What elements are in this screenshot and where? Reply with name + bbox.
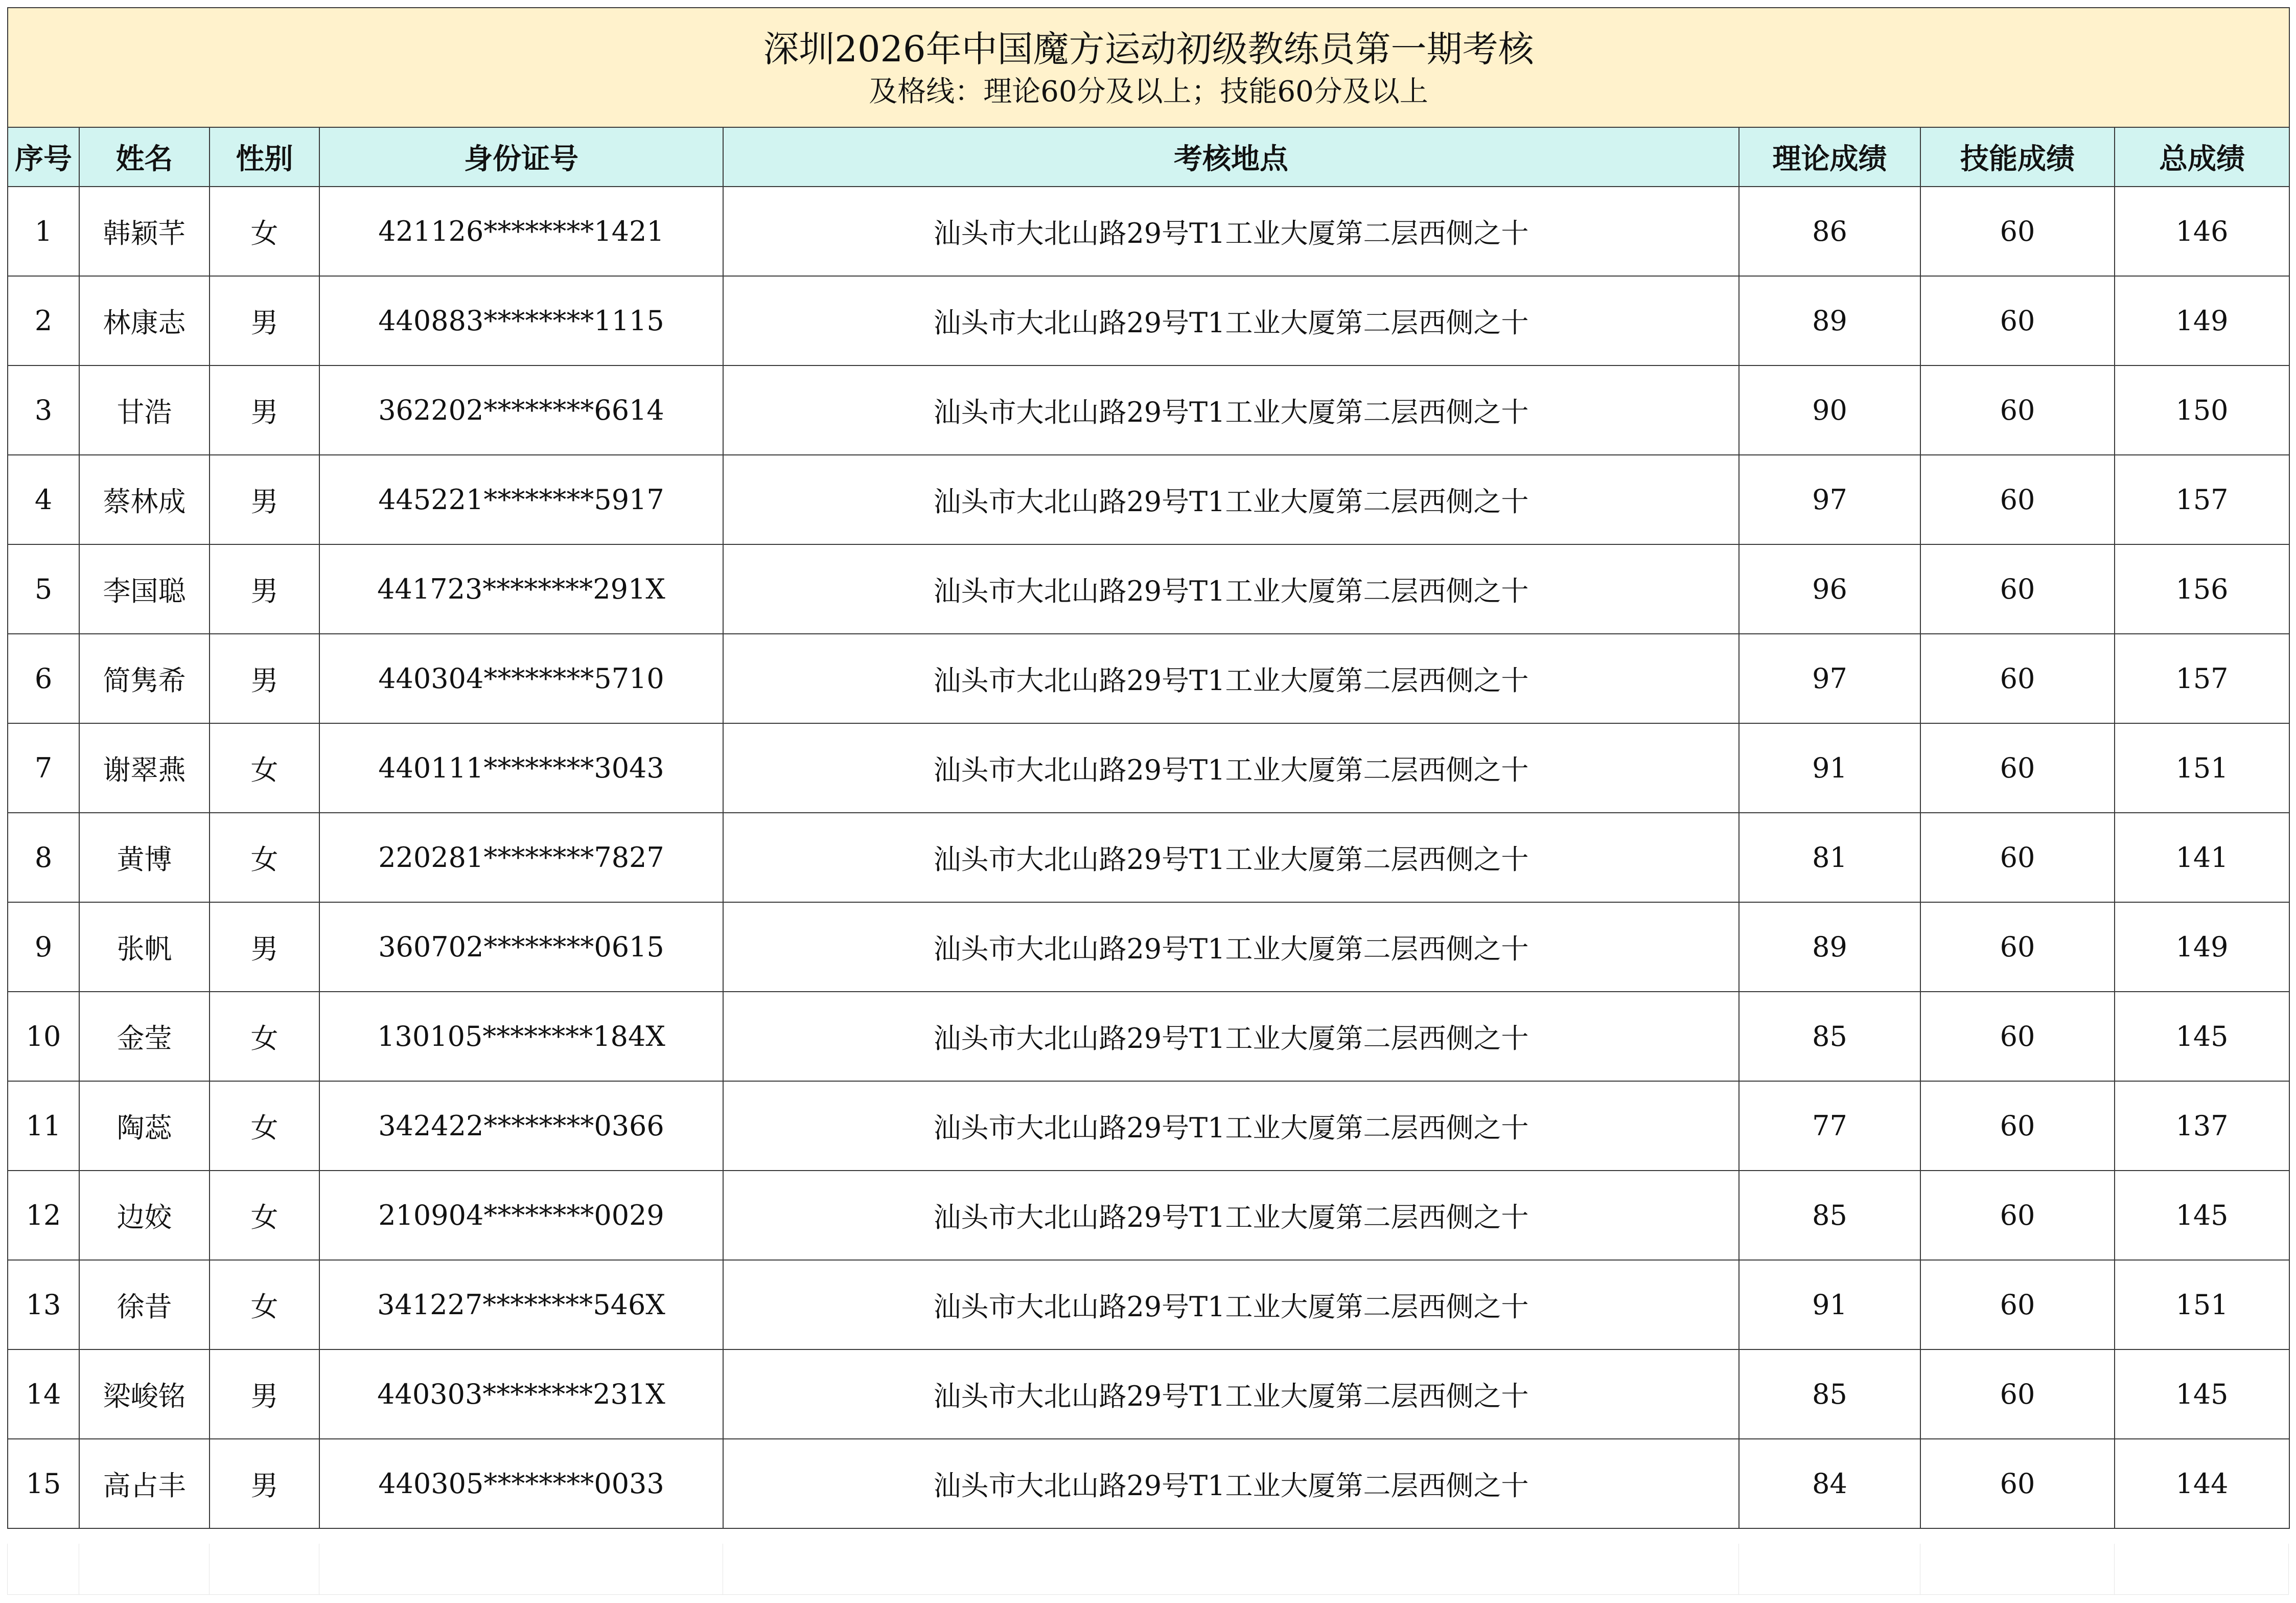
cell-skill-score[interactable]: 60 bbox=[1920, 1439, 2115, 1528]
cell-location[interactable]: 汕头市大北山路29号T1工业大厦第二层西侧之十 bbox=[723, 276, 1739, 365]
cell-index[interactable]: 15 bbox=[8, 1439, 79, 1528]
cell-gender[interactable]: 女 bbox=[210, 187, 319, 276]
cell-theory-score[interactable]: 81 bbox=[1739, 813, 1920, 902]
cell-name[interactable]: 林康志 bbox=[79, 276, 210, 365]
cell-location[interactable]: 汕头市大北山路29号T1工业大厦第二层西侧之十 bbox=[723, 723, 1739, 813]
cell-name[interactable]: 甘浩 bbox=[79, 365, 210, 455]
cell-id-number[interactable]: 220281********7827 bbox=[319, 813, 723, 902]
table-row bbox=[8, 1349, 2289, 1439]
cell-location[interactable]: 汕头市大北山路29号T1工业大厦第二层西侧之十 bbox=[723, 544, 1739, 634]
cell-gender[interactable]: 女 bbox=[210, 1260, 319, 1349]
cell-location[interactable]: 汕头市大北山路29号T1工业大厦第二层西侧之十 bbox=[723, 902, 1739, 992]
cell-index[interactable]: 4 bbox=[8, 455, 79, 544]
cell-location[interactable]: 汕头市大北山路29号T1工业大厦第二层西侧之十 bbox=[723, 992, 1739, 1081]
cell-name[interactable]: 金莹 bbox=[79, 992, 210, 1081]
header-name[interactable]: 姓名 bbox=[79, 127, 210, 187]
table-row bbox=[8, 723, 2289, 813]
cell-location[interactable]: 汕头市大北山路29号T1工业大厦第二层西侧之十 bbox=[723, 365, 1739, 455]
cell-theory-score[interactable]: 90 bbox=[1739, 365, 1920, 455]
cell-skill-score[interactable]: 60 bbox=[1920, 1349, 2115, 1439]
header-gender[interactable]: 性别 bbox=[210, 127, 319, 187]
cell-location[interactable]: 汕头市大北山路29号T1工业大厦第二层西侧之十 bbox=[723, 813, 1739, 902]
cell-total-score[interactable]: 137 bbox=[2115, 1081, 2289, 1171]
cell-id-number[interactable]: 360702********0615 bbox=[319, 902, 723, 992]
title-row bbox=[8, 8, 2289, 127]
table-row bbox=[8, 365, 2289, 455]
table-row bbox=[8, 902, 2289, 992]
cell-id-number[interactable]: 441723********291X bbox=[319, 544, 723, 634]
cell-location[interactable]: 汕头市大北山路29号T1工业大厦第二层西侧之十 bbox=[723, 1439, 1739, 1528]
cell-name[interactable]: 边姣 bbox=[79, 1171, 210, 1260]
score-sheet bbox=[7, 7, 2289, 1529]
cell-gender[interactable]: 男 bbox=[210, 902, 319, 992]
cell-index[interactable]: 1 bbox=[8, 187, 79, 276]
score-table bbox=[7, 7, 2290, 1529]
cell-id-number[interactable]: 341227********546X bbox=[319, 1260, 723, 1349]
cell-theory-score[interactable]: 91 bbox=[1739, 723, 1920, 813]
table-row bbox=[8, 634, 2289, 723]
cell-theory-score[interactable]: 85 bbox=[1739, 1349, 1920, 1439]
cell-id-number[interactable]: 362202********6614 bbox=[319, 365, 723, 455]
cell-name[interactable]: 韩颖芊 bbox=[79, 187, 210, 276]
table-row bbox=[8, 1081, 2289, 1171]
cell-theory-score[interactable]: 96 bbox=[1739, 544, 1920, 634]
cell-skill-score[interactable]: 60 bbox=[1920, 455, 2115, 544]
cell-id-number[interactable]: 342422********0366 bbox=[319, 1081, 723, 1171]
cell-total-score[interactable]: 146 bbox=[2115, 187, 2289, 276]
cell-total-score[interactable]: 150 bbox=[2115, 365, 2289, 455]
cell-id-number[interactable]: 440111********3043 bbox=[319, 723, 723, 813]
cell-total-score[interactable]: 151 bbox=[2115, 723, 2289, 813]
cell-total-score[interactable]: 149 bbox=[2115, 276, 2289, 365]
cell-id-number[interactable]: 210904********0029 bbox=[319, 1171, 723, 1260]
sheet-subtitle: 及格线：理论60分及以上；技能60分及以上 bbox=[869, 75, 1428, 108]
header-total-score[interactable]: 总成绩 bbox=[2115, 127, 2289, 187]
cell-index[interactable]: 10 bbox=[8, 992, 79, 1081]
cell-gender[interactable]: 男 bbox=[210, 455, 319, 544]
table-row bbox=[8, 544, 2289, 634]
empty-sheet-area[interactable] bbox=[7, 1544, 2289, 1595]
cell-location[interactable]: 汕头市大北山路29号T1工业大厦第二层西侧之十 bbox=[723, 634, 1739, 723]
sheet-title: 深圳2026年中国魔方运动初级教练员第一期考核 bbox=[763, 28, 1534, 70]
cell-theory-score[interactable]: 86 bbox=[1739, 187, 1920, 276]
title-cell bbox=[8, 8, 2289, 127]
header-theory-score[interactable]: 理论成绩 bbox=[1739, 127, 1920, 187]
cell-skill-score[interactable]: 60 bbox=[1920, 187, 2115, 276]
cell-id-number[interactable]: 421126********1421 bbox=[319, 187, 723, 276]
cell-theory-score[interactable]: 89 bbox=[1739, 902, 1920, 992]
cell-total-score[interactable]: 145 bbox=[2115, 1171, 2289, 1260]
cell-location[interactable]: 汕头市大北山路29号T1工业大厦第二层西侧之十 bbox=[723, 455, 1739, 544]
cell-theory-score[interactable]: 97 bbox=[1739, 455, 1920, 544]
cell-name[interactable]: 谢翠燕 bbox=[79, 723, 210, 813]
cell-name[interactable]: 高占丰 bbox=[79, 1439, 210, 1528]
cell-total-score[interactable]: 157 bbox=[2115, 455, 2289, 544]
cell-total-score[interactable]: 144 bbox=[2115, 1439, 2289, 1528]
cell-id-number[interactable]: 130105********184X bbox=[319, 992, 723, 1081]
cell-total-score[interactable]: 145 bbox=[2115, 1349, 2289, 1439]
header-location[interactable]: 考核地点 bbox=[723, 127, 1739, 187]
cell-location[interactable]: 汕头市大北山路29号T1工业大厦第二层西侧之十 bbox=[723, 1349, 1739, 1439]
cell-total-score[interactable]: 145 bbox=[2115, 992, 2289, 1081]
cell-skill-score[interactable]: 60 bbox=[1920, 723, 2115, 813]
table-row bbox=[8, 1439, 2289, 1528]
cell-total-score[interactable]: 141 bbox=[2115, 813, 2289, 902]
cell-index[interactable]: 12 bbox=[8, 1171, 79, 1260]
cell-skill-score[interactable]: 60 bbox=[1920, 365, 2115, 455]
cell-total-score[interactable]: 149 bbox=[2115, 902, 2289, 992]
cell-theory-score[interactable]: 97 bbox=[1739, 634, 1920, 723]
cell-gender[interactable]: 女 bbox=[210, 992, 319, 1081]
cell-gender[interactable]: 男 bbox=[210, 1349, 319, 1439]
header-id-number[interactable]: 身份证号 bbox=[319, 127, 723, 187]
table-row bbox=[8, 1171, 2289, 1260]
header-skill-score[interactable]: 技能成绩 bbox=[1920, 127, 2115, 187]
cell-skill-score[interactable]: 60 bbox=[1920, 992, 2115, 1081]
cell-location[interactable]: 汕头市大北山路29号T1工业大厦第二层西侧之十 bbox=[723, 187, 1739, 276]
cell-index[interactable]: 5 bbox=[8, 544, 79, 634]
cell-name[interactable]: 蔡林成 bbox=[79, 455, 210, 544]
cell-index[interactable]: 13 bbox=[8, 1260, 79, 1349]
cell-location[interactable]: 汕头市大北山路29号T1工业大厦第二层西侧之十 bbox=[723, 1260, 1739, 1349]
cell-gender[interactable]: 男 bbox=[210, 1439, 319, 1528]
cell-gender[interactable]: 女 bbox=[210, 813, 319, 902]
cell-theory-score[interactable]: 85 bbox=[1739, 1171, 1920, 1260]
cell-skill-score[interactable]: 60 bbox=[1920, 544, 2115, 634]
cell-name[interactable]: 黄博 bbox=[79, 813, 210, 902]
cell-total-score[interactable]: 151 bbox=[2115, 1260, 2289, 1349]
cell-name[interactable]: 简隽希 bbox=[79, 634, 210, 723]
cell-theory-score[interactable]: 85 bbox=[1739, 992, 1920, 1081]
cell-index[interactable]: 7 bbox=[8, 723, 79, 813]
table-row bbox=[8, 1260, 2289, 1349]
table-row bbox=[8, 813, 2289, 902]
cell-gender[interactable]: 女 bbox=[210, 723, 319, 813]
cell-skill-score[interactable]: 60 bbox=[1920, 813, 2115, 902]
cell-theory-score[interactable]: 77 bbox=[1739, 1081, 1920, 1171]
cell-index[interactable]: 2 bbox=[8, 276, 79, 365]
cell-id-number[interactable]: 440883********1115 bbox=[319, 276, 723, 365]
cell-index[interactable]: 6 bbox=[8, 634, 79, 723]
cell-total-score[interactable]: 156 bbox=[2115, 544, 2289, 634]
cell-theory-score[interactable]: 89 bbox=[1739, 276, 1920, 365]
cell-theory-score[interactable]: 84 bbox=[1739, 1439, 1920, 1528]
cell-skill-score[interactable]: 60 bbox=[1920, 902, 2115, 992]
table-row bbox=[8, 187, 2289, 276]
cell-skill-score[interactable]: 60 bbox=[1920, 1171, 2115, 1260]
table-row bbox=[8, 455, 2289, 544]
cell-gender[interactable]: 女 bbox=[210, 1081, 319, 1171]
cell-skill-score[interactable]: 60 bbox=[1920, 1260, 2115, 1349]
cell-location[interactable]: 汕头市大北山路29号T1工业大厦第二层西侧之十 bbox=[723, 1081, 1739, 1171]
cell-gender[interactable]: 女 bbox=[210, 1171, 319, 1260]
cell-skill-score[interactable]: 60 bbox=[1920, 634, 2115, 723]
cell-theory-score[interactable]: 91 bbox=[1739, 1260, 1920, 1349]
cell-name[interactable]: 李国聪 bbox=[79, 544, 210, 634]
cell-index[interactable]: 8 bbox=[8, 813, 79, 902]
cell-gender[interactable]: 男 bbox=[210, 276, 319, 365]
cell-total-score[interactable]: 157 bbox=[2115, 634, 2289, 723]
cell-name[interactable]: 陶蕊 bbox=[79, 1081, 210, 1171]
cell-skill-score[interactable]: 60 bbox=[1920, 1081, 2115, 1171]
cell-gender[interactable]: 男 bbox=[210, 544, 319, 634]
cell-index[interactable]: 3 bbox=[8, 365, 79, 455]
cell-name[interactable]: 张帆 bbox=[79, 902, 210, 992]
table-row bbox=[8, 992, 2289, 1081]
cell-skill-score[interactable]: 60 bbox=[1920, 276, 2115, 365]
cell-index[interactable]: 9 bbox=[8, 902, 79, 992]
cell-id-number[interactable]: 440305********0033 bbox=[319, 1439, 723, 1528]
header-index[interactable]: 序号 bbox=[8, 127, 79, 187]
cell-name[interactable]: 梁峻铭 bbox=[79, 1349, 210, 1439]
cell-gender[interactable]: 男 bbox=[210, 365, 319, 455]
cell-location[interactable]: 汕头市大北山路29号T1工业大厦第二层西侧之十 bbox=[723, 1171, 1739, 1260]
cell-id-number[interactable]: 440304********5710 bbox=[319, 634, 723, 723]
cell-index[interactable]: 14 bbox=[8, 1349, 79, 1439]
cell-name[interactable]: 徐昔 bbox=[79, 1260, 210, 1349]
table-row bbox=[8, 276, 2289, 365]
cell-index[interactable]: 11 bbox=[8, 1081, 79, 1171]
cell-gender[interactable]: 男 bbox=[210, 634, 319, 723]
cell-id-number[interactable]: 440303********231X bbox=[319, 1349, 723, 1439]
cell-id-number[interactable]: 445221********5917 bbox=[319, 455, 723, 544]
header-row bbox=[8, 127, 2289, 187]
